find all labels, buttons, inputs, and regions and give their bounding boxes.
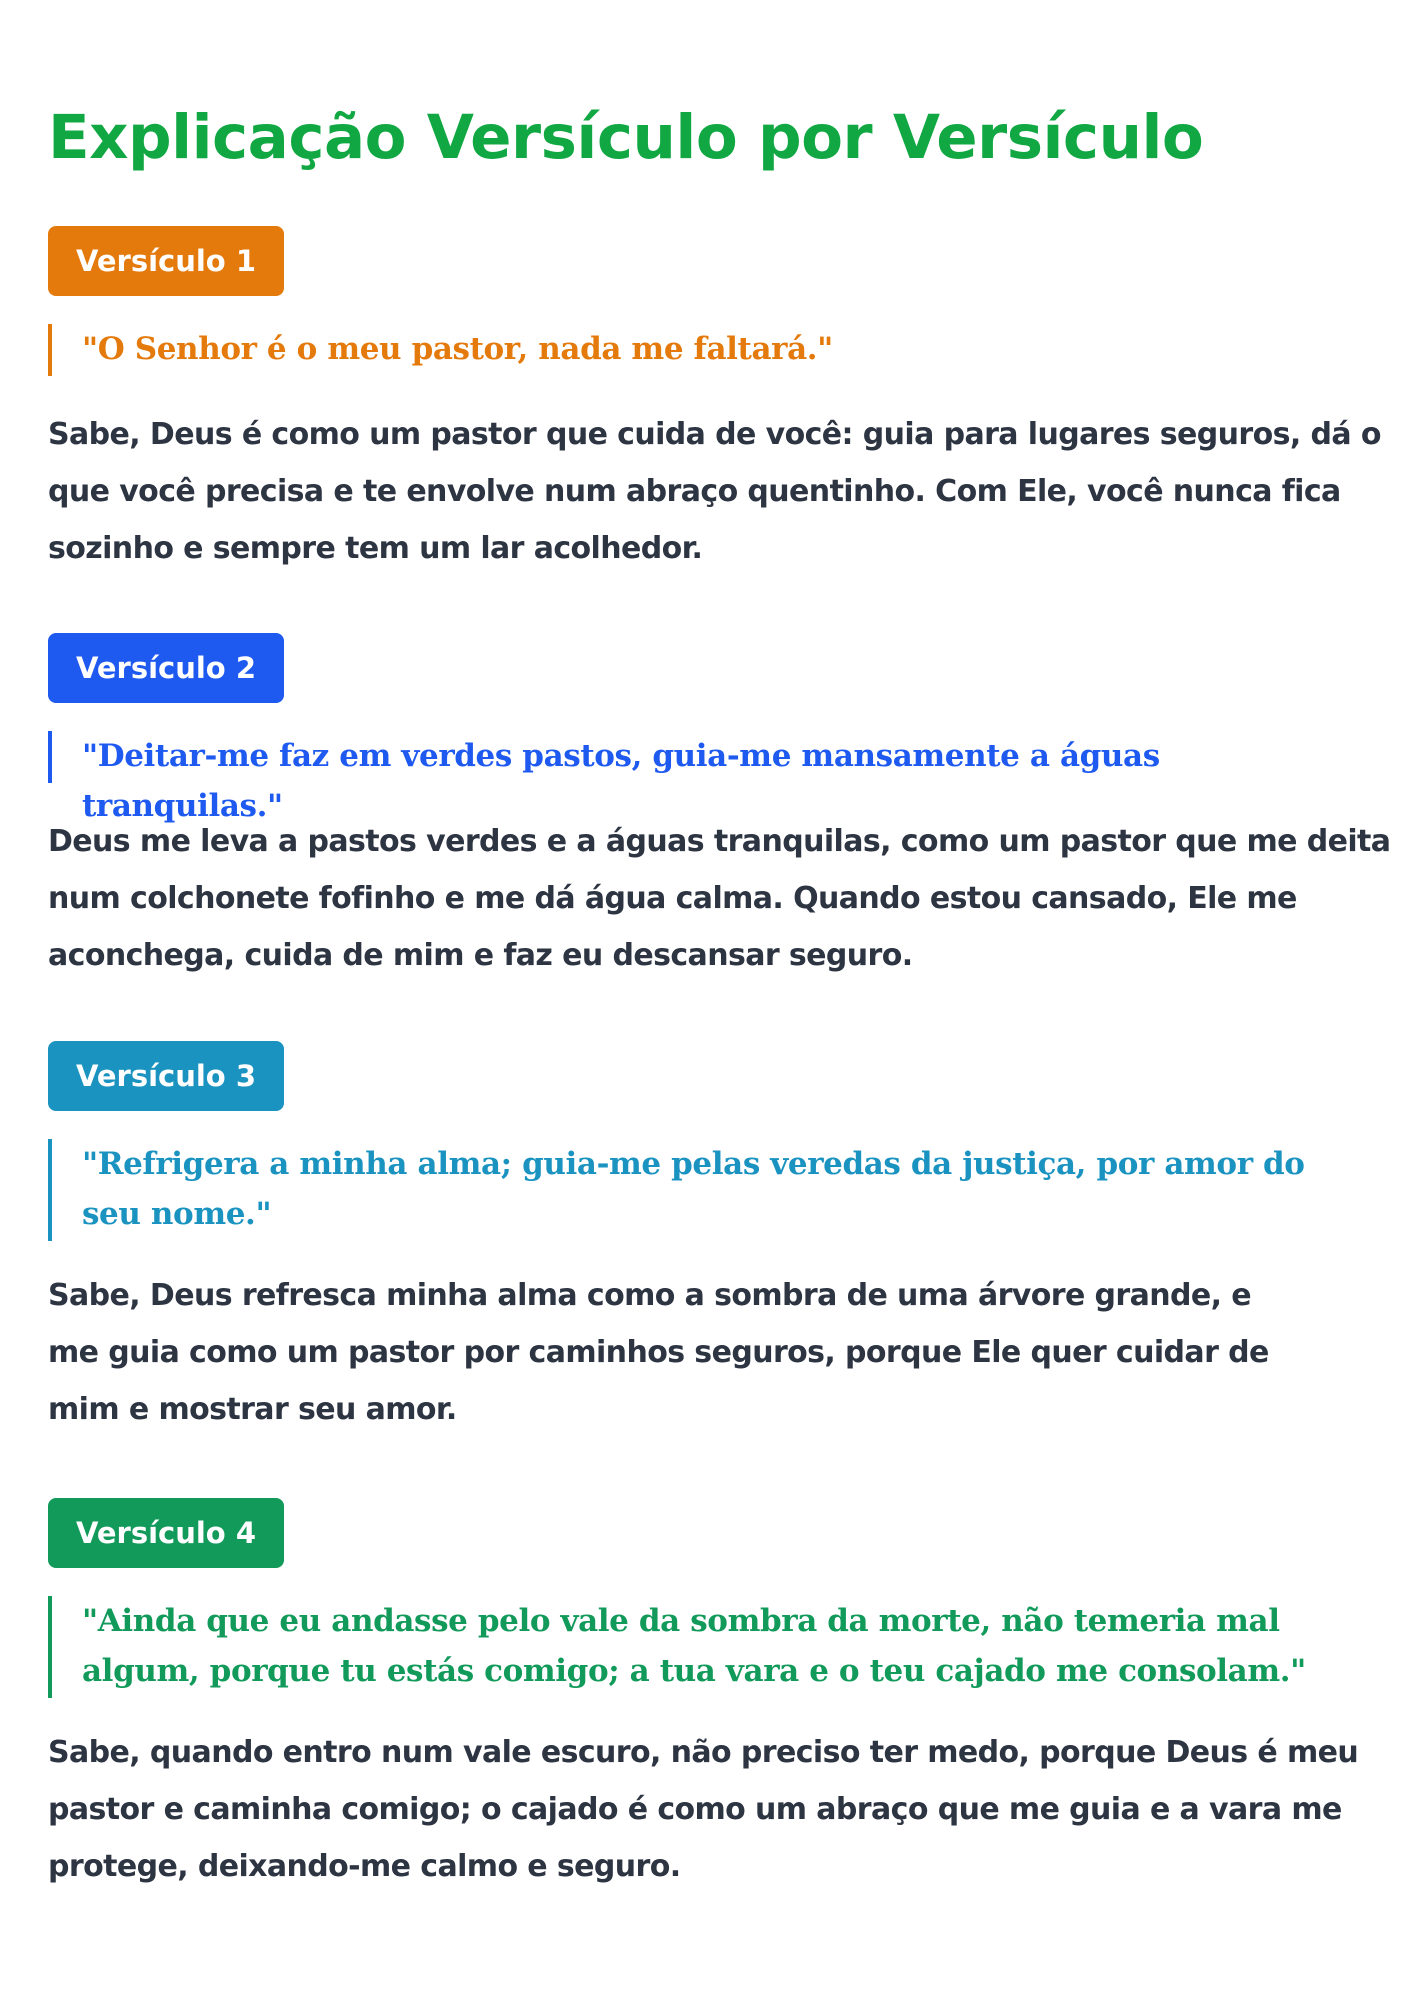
verse-quote: "Deitar-me faz em verdes pastos, guia-me mansamente a águas tranquilas." bbox=[48, 731, 1338, 783]
verse-quote: "O Senhor é o meu pastor, nada me faltará." bbox=[48, 324, 1338, 376]
page-title: Explicação Versículo por Versículo bbox=[48, 102, 1204, 173]
verse-badge: Versículo 2 bbox=[48, 633, 284, 703]
verse-explanation: Sabe, Deus refresca minha alma como a sombra de uma árvore grande, e me guia como um pastor por caminhos seguros, porque Ele quer cuidar de mim e mostrar seu amor. bbox=[48, 1278, 1269, 1427]
verse-quote: "Ainda que eu andasse pelo vale da sombra da morte, não temeria mal algum, porque tu estás comigo; a tua vara e o teu cajado me consolam." bbox=[48, 1596, 1338, 1698]
verse-badge: Versículo 1 bbox=[48, 226, 284, 296]
verse-quote: "Refrigera a minha alma; guia-me pelas veredas da justiça, por amor do seu nome." bbox=[48, 1139, 1338, 1241]
verse-explanation: Sabe, Deus é como um pastor que cuida de você: guia para lugares seguros, dá o que você precisa e te envolve num abraço quentinho. Com Ele, você nunca fica sozinho e sempre tem um lar acolhedor. bbox=[48, 417, 1381, 566]
verse-explanation: Deus me leva a pastos verdes e a águas tranquilas, como um pastor que me deita num colchonete fofinho e me dá água calma. Quando estou cansado, Ele me aconchega, cuida de mim e faz eu descansar seguro. bbox=[48, 824, 1391, 973]
verse-explanation: Sabe, quando entro num vale escuro, não preciso ter medo, porque Deus é meu pastor e caminha comigo; o cajado é como um abraço que me guia e a vara me protege, deixando-me calmo e seguro. bbox=[48, 1735, 1359, 1884]
verse-badge: Versículo 3 bbox=[48, 1041, 284, 1111]
verse-badge: Versículo 4 bbox=[48, 1498, 284, 1568]
